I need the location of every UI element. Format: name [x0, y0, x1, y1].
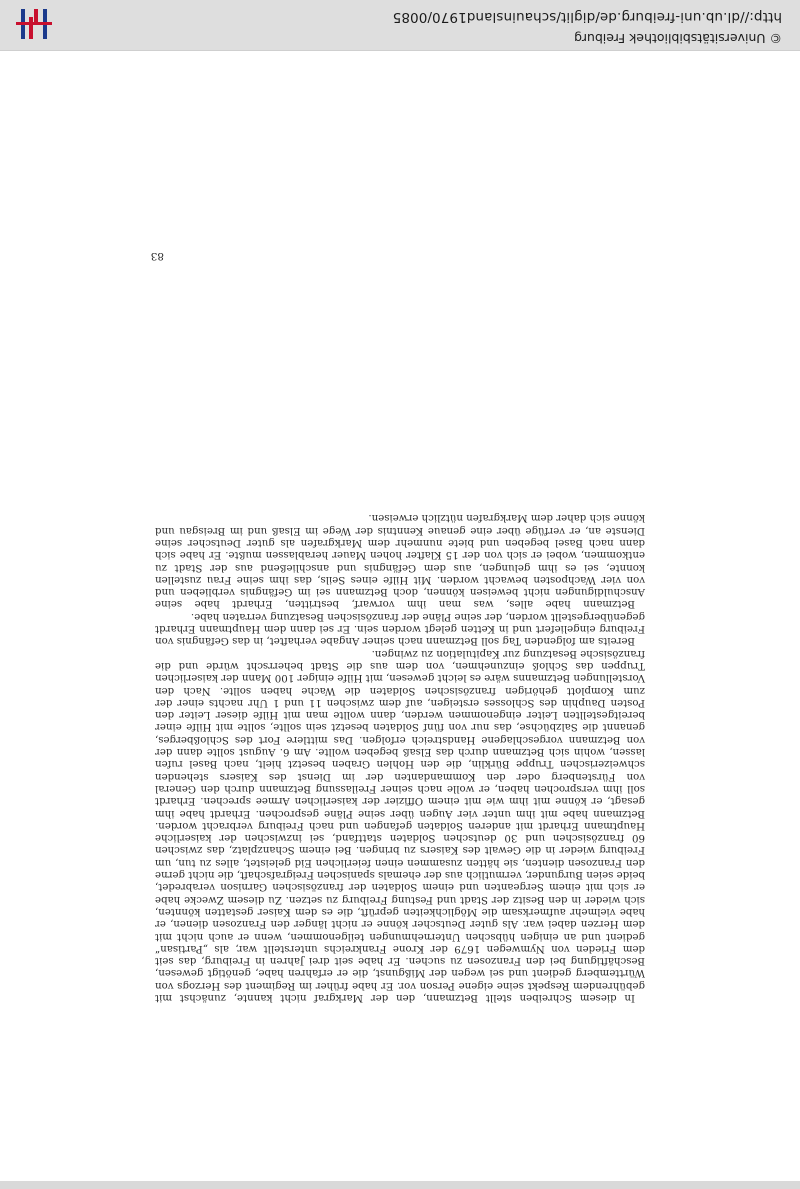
paragraph: Bereits am folgenden Tag soll Betzmann nach seiner Angabe verhaftet, in das Gefängnis von Freiburg eingeliefert und in Ketten gelegt worden sein. Er sei dann dem Hauptmann Erhardt gegenübergestellt worden, der seine Pläne der französischen Besatzung verraten habe.	[155, 610, 645, 647]
header-bar	[0, 0, 800, 51]
ub-freiburg-logo	[14, 5, 54, 45]
source-url[interactable]: http://dl.ub.uni-freiburg.de/diglit/schauinsland1970/0085	[392, 9, 782, 25]
page-number: 83	[150, 250, 164, 262]
document-page	[155, 511, 645, 1003]
copyright-notice: © Universitätsbibliothek Freiburg	[574, 31, 782, 46]
paragraph: In diesem Schreiben stellt Betzmann, den der Markgraf nicht kannte, zunächst mit gebührendem Respekt seine eigene Person vor. Er habe früher im Regiment des Herzogs von Württemberg gedient und sei wegen der Mißgunst, die er erfahren habe, genötigt gewesen, Beschäftigung bei den Franzosen zu suchen. Er habe seit drei Jahren in Freiburg, das seit dem Frieden von Nymwegen 1679 der Krone Frankreichs unterstellt war, als „Partisan“ gedient und an einigen hübschen Unternehmungen teilgenommen, wenn er auch nicht mit dem Herzen dabei war. Als guter Deutscher könne er nicht länger den Franzosen dienen, er habe vielmehr aufmerksam die Möglichkeiten geprüft, die es dem Kaiser gestatten könnten, sich wieder in den Besitz der Stadt und Festung Freiburg zu setzen. Zu diesem Zwecke habe er sich mit einem Sergeanten und einem Soldaten der französischen Garnison verabredet, beide seien Burgunder, vermutlich aus der ehemals spanischen Freigrafschaft, die nicht gerne den Franzosen dienten, sie hätten zusammen einen feierlichen Eid geleistet, alles zu tun, um Freiburg wieder in die Gewalt des Kaisers zu bringen. Bei einem Schanzplatz, das zwischen 60 französischen und 30 deutschen Soldaten stattfand, sei inzwischen der kaiserliche Hauptmann Erhardt mit anderen Soldaten gefangen und nach Freiburg verbracht worden. Betzmann habe mit ihm unter vier Augen über seine Pläne gesprochen. Erhardt habe ihm gesagt, er könne mit ihm wie mit einem Offizier der kaiserlichen Armee sprechen. Erhardt soll ihm versprochen haben, er wolle nach seiner Freilassung Betzmann durch den General von Fürstenberg oder den Kommandanten der im Dienst des Kaisers stehenden schweizerischen Truppe Bürklin, die den Hohlen Graben besetzt hielt, nach Basel rufen lassen, wohin sich Betzmann durch das Elsaß begeben wollte. Am 6. August sollte dann der von Betzmann vorgeschlagene Handstreich erfolgen. Das mittlere Fort des Schloßberges, genannt die Salzbüchse, das nur von fünf Soldaten besetzt sein sollte, sollte mit Hilfe einer bereitgestellten Leiter eingenommen werden, dann wollte man mit Hilfe dieser Leiter den Posten Dauphin des Schlosses ersteigen, auf dem zwischen 11 und 1 Uhr nachts einer der zum Komplott gehörigen französischen Soldaten die Wache haben sollte. Nach den Vorstellungen Betzmanns wäre es leicht gewesen, mit Hilfe einiger 100 Mann der kaiserlichen Truppen das Schloß einzunehmen, von dem aus die Stadt beherrscht würde und die französische Besatzung zur Kapitulation zu zwingen.	[155, 647, 645, 1003]
paragraph: Betzmann habe alles, was man ihm vorwarf, bestritten, Erhardt habe seine Anschuldigungen nicht beweisen können, doch Betzmann sei im Gefängnis verblieben und von vier Wachposten bewacht worden. Mit Hilfe eines Seils, das ihm seine Frau zustellen konnte, sei es ihm gelungen, aus dem Gefängnis und anschließend aus der Stadt zu entkommen, wobei er sich von der 15 Klafter hohen Mauer herablassen mußte. Er habe sich dann nach Basel begeben und biete nunmehr dem Markgrafen als guter Deutscher seine Dienste an, er verfüge über eine genaue Kenntnis der Wege im Elsaß und im Breisgau und könne sich daher dem Markgrafen nützlich erweisen.	[155, 512, 645, 610]
bottom-strip	[0, 1181, 800, 1189]
